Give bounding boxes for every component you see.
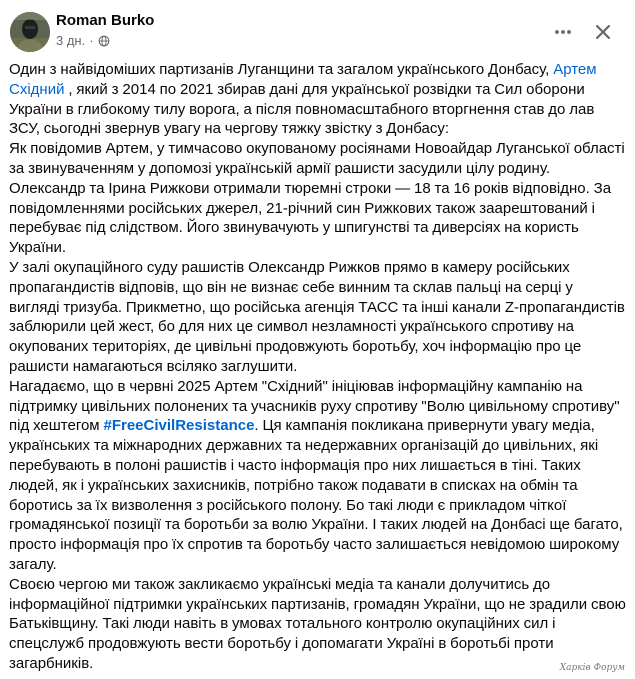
post-paragraph <box>9 377 627 575</box>
close-icon <box>593 22 613 42</box>
avatar-image <box>10 12 50 52</box>
close-button[interactable] <box>587 16 619 48</box>
hashtag-link[interactable]: #FreeCivilResistance <box>103 417 255 435</box>
author-name[interactable]: Roman Burko <box>56 12 155 29</box>
post-paragraph <box>9 60 627 139</box>
meta-separator: · <box>89 33 94 48</box>
paragraph-text: , який з 2014 по 2021 збирав дані для української розвідки та Сил оборони України в глибокому тилу ворога, а після повномасштабного вторгнення став до лав ЗСУ, сьогодні звернув увагу на чергову тяжку звістку з Донбасу: <box>9 80 595 138</box>
post-paragraph: Як повідомив Артем, у тимчасово окупованому росіянами Новоайдар Луганської області за звинуваченням у допомозі українській армії рашисти засудили цілу родину. Олександр та Ірина Рижкови отримали тюремні строки — 18 та 16 років відповідно. За повідомленнями російських джерел, 21-річний син Рижкових також заарештований і перебуває під слідством. Його звинувачують у шпигунстві та диверсіях на користь України. <box>9 140 625 257</box>
mention-link[interactable]: Артем Східний <box>9 61 597 98</box>
post-paragraph: Своєю чергою ми також закликаємо українські медіа та канали долучитись до інформаційної підтримки українських партизанів, громадян України, що не зрадили свою Батьківщину. Такі люди навіть в умовах тотального контролю окупаційних сил і спецслужб продовжують вести боротьбу і допомагати Україні в боротьбі проти загарбників. <box>9 575 626 672</box>
post-time[interactable]: 3 дн. <box>56 33 86 48</box>
more-options-button[interactable] <box>547 16 579 48</box>
paragraph-text: Один з найвідоміших партизанів Луганщини та загалом українського Донбасу, <box>9 61 554 78</box>
watermark: Харків Форум <box>559 663 625 673</box>
post-body <box>9 60 627 674</box>
paragraph-text: . Ця кампанія покликана привернути увагу медіа, українських та міжнародних державних та недержавних організацій до цивільних, які перебувають в полоні рашистів і часто інформація про них лишається в тіні. Таких людей, як і українських захисників, потрібно також подавати в списках на обмін та боротись за їх визволення з російського полону. Бо такі люди є прикладом чіткої громадянської позиції та боротьби за волю України. І таких людей на Донбасі ще багато, просто інформація про їх спротив та боротьбу часто залишається невідомою широкому загалу. <box>9 417 623 573</box>
paragraph-text: Нагадаємо, що в червні 2025 Артем "Східний" ініціював інформаційну кампанію на підтримку цивільних полонених та учасників руху спротиву "Волю цивільному спротиву" під хештегом <box>9 377 620 435</box>
avatar[interactable] <box>10 12 50 52</box>
post-header <box>8 8 627 56</box>
post-paragraph: У залі окупаційного суду рашистів Олександр Рижков прямо в камеру російських пропагандистів відповів, що він не визнає себе винним та склав пальці на серці у вигляді тризуба. Прикметно, що російська агенція ТАСС та інші канали Z-пропагандистів заблюрили цей жест, бо для них це символ незламності українського спротиву на окупованих територіях, де цивільні продовжують боротьбу, хоч інформацію про це рашисти намагаються всіляко заглушити. <box>9 258 625 375</box>
post-meta <box>56 33 110 48</box>
more-horizontal-icon <box>553 22 573 42</box>
globe-icon <box>98 35 110 47</box>
